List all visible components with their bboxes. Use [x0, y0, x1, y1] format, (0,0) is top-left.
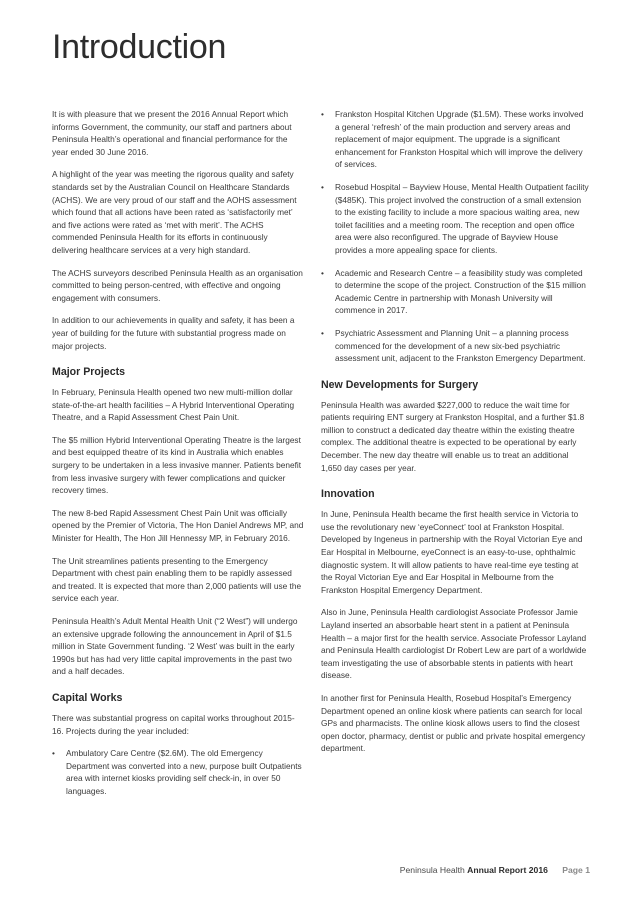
page-number: Page 1	[562, 865, 590, 875]
capital-works-paragraph: There was substantial progress on capital works throughout 2015-16. Projects during the year included:	[52, 712, 295, 736]
list-item	[52, 747, 304, 797]
right-column	[321, 108, 589, 765]
intro-paragraph: It is with pleasure that we present the 2016 Annual Report which informs Government, the community, our staff and partners about Peninsula Health’s operational and financial performance for the year ended 30 June 2016.	[52, 109, 292, 157]
page-title: Introduction	[52, 28, 227, 66]
bullet-icon: •	[321, 267, 324, 278]
list-item-text: Ambulatory Care Centre ($2.6M). The old Emergency Department was converted into a new, purpose built Outpatients area with internet kiosks providing self check-in, in over 50 languages.	[66, 748, 302, 796]
surgery-heading: New Developments for Surgery	[321, 378, 479, 391]
bullet-icon: •	[321, 181, 324, 192]
footer-org: Peninsula Health	[399, 865, 465, 875]
innovation-paragraph: In June, Peninsula Health became the first health service in Victoria to use the revolutionary new ‘eyeConnect’ tool at Frankston Hospital. Developed by Ingeneus in partnership with the Royal Victorian Eye and Ear Hospital in Melbourne, eyeConnect is an easy-to-use, ophthalmic diagnostic system. It will allow patients to have real-time eye testing at the Royal Victorian Eye and Ear Hospital in Melbourne from the Frankston Hospital Emergency Department.	[321, 509, 583, 595]
capital-works-list-continued	[321, 108, 589, 365]
footer-report-title: Annual Report 2016	[467, 865, 548, 875]
intro-paragraph: The ACHS surveyors described Peninsula Health as an organisation committed to being person-centred, with effective and ongoing engagement with consumers.	[52, 267, 303, 303]
major-projects-heading: Major Projects	[52, 366, 126, 379]
list-item	[321, 267, 589, 317]
capital-works-heading: Capital Works	[52, 691, 123, 704]
major-projects-paragraph: In February, Peninsula Health opened two new multi-million dollar state-of-the-art health facilities – A Hybrid Interventional Operating Theatre, and a Rapid Assessment Chest Pain Unit.	[52, 387, 295, 423]
list-item	[321, 181, 589, 257]
surgery-paragraph: Peninsula Health was awarded $227,000 to reduce the wait time for patients requiring ENT surgery at Frankston Hospital, and a further $1.8 million to construct a dedicated day theatre within the existing theatre complex. The additional theatre is expected to be operational by early December. The new day theatre will enable us to treat an additional 1,650 day cases per year.	[321, 399, 585, 473]
bullet-icon: •	[321, 109, 324, 119]
list-item-text: Psychiatric Assessment and Planning Unit – a planning process commenced for the development of a new six-bed psychiatric assessment unit, adjacent to the Frankston Emergency Department.	[335, 327, 586, 364]
innovation-heading: Innovation	[321, 488, 375, 501]
intro-paragraph: In addition to our achievements in quality and safety, it has been a year of building for the future with substantial progress made on major projects.	[52, 315, 295, 351]
list-item-text: Frankston Hospital Kitchen Upgrade ($1.5M). These works involved a general ‘refresh’ of the main production and servery areas and replacement of major equipment. The upgrade is a significant enhancement for Frankston Hospital which will improve the delivery of services.	[335, 109, 584, 170]
bullet-icon: •	[52, 748, 55, 759]
list-item-text: Academic and Research Centre – a feasibility study was completed to determine the scope of the project. Construction of the $15 million Academic Centre in partnership with Monash University will commence in 2017.	[335, 267, 586, 316]
innovation-paragraph: Also in June, Peninsula Health cardiologist Associate Professor Jamie Layland inserted an absorbable heart stent in a patient at Peninsula Health – a major first for the health service. Associate Professor Layland and Peninsula Health cardiologist Dr Robert Lew are part of a worldwide team investigating the use of absorbable stents in patients with heart disease.	[321, 607, 587, 681]
innovation-paragraph: In another first for Peninsula Health, Rosebud Hospital’s Emergency Department opened an online kiosk where patients can search for local GPs and pharmacists. The online kiosk allows users to find the closest open doctor, pharmacy, dentist or public and private hospital emergency department.	[321, 692, 586, 754]
bullet-icon: •	[321, 327, 324, 338]
major-projects-paragraph: The Unit streamlines patients presenting to the Emergency Department with chest pain enabling them to be rapidly assessed and treated. It is expected that more than 2,000 patients will use the service each year.	[52, 555, 302, 604]
major-projects-paragraph: Peninsula Health’s Adult Mental Health Unit (“2 West”) will undergo an extensive upgrade following the announcement in April of $1.5 million in State Government funding. ‘2 West’ was built in the early 1990s but has had very little capital improvements in the past two and a half decades.	[52, 616, 298, 677]
left-column	[52, 108, 304, 808]
page-footer	[400, 865, 590, 875]
capital-works-list	[52, 747, 304, 797]
list-item-text: Rosebud Hospital – Bayview House, Mental Health Outpatient facility ($485K). This project involved the construction of a small extension to the existing facility to include a more spacious waiting area, new toilet facilities and a meeting room. The reception and open office area were also reconfigured. The upgrade of Bayview House provides a more appealing space for clients.	[335, 181, 589, 255]
major-projects-paragraph: The $5 million Hybrid Interventional Operating Theatre is the largest and best equipped theatre of its kind in Australia which enables surgery to be undertaken in a less invasive manner. Patients benefit from less invasive surgery with fewer complications and quicker recovery times.	[52, 434, 302, 496]
major-projects-paragraph: The new 8-bed Rapid Assessment Chest Pain Unit was officially opened by the Premier of Victoria, The Hon Daniel Andrews MP, and Minister for Health, The Hon Jill Hennessy MP, in February 2016.	[52, 507, 304, 544]
intro-paragraph: A highlight of the year was meeting the rigorous quality and safety standards set by the Australian Council on Healthcare Standards (ACHS). We are very proud of our staff and the AOHS assessment which found that all actions have been rated as ‘satisfactorily met’ and five actions were rated as ‘met with merit’. The ACHS commended Peninsula Health for its efforts in continuously delivering healthcare services at a very high standard.	[52, 169, 297, 255]
list-item	[321, 108, 589, 171]
list-item	[321, 327, 589, 365]
